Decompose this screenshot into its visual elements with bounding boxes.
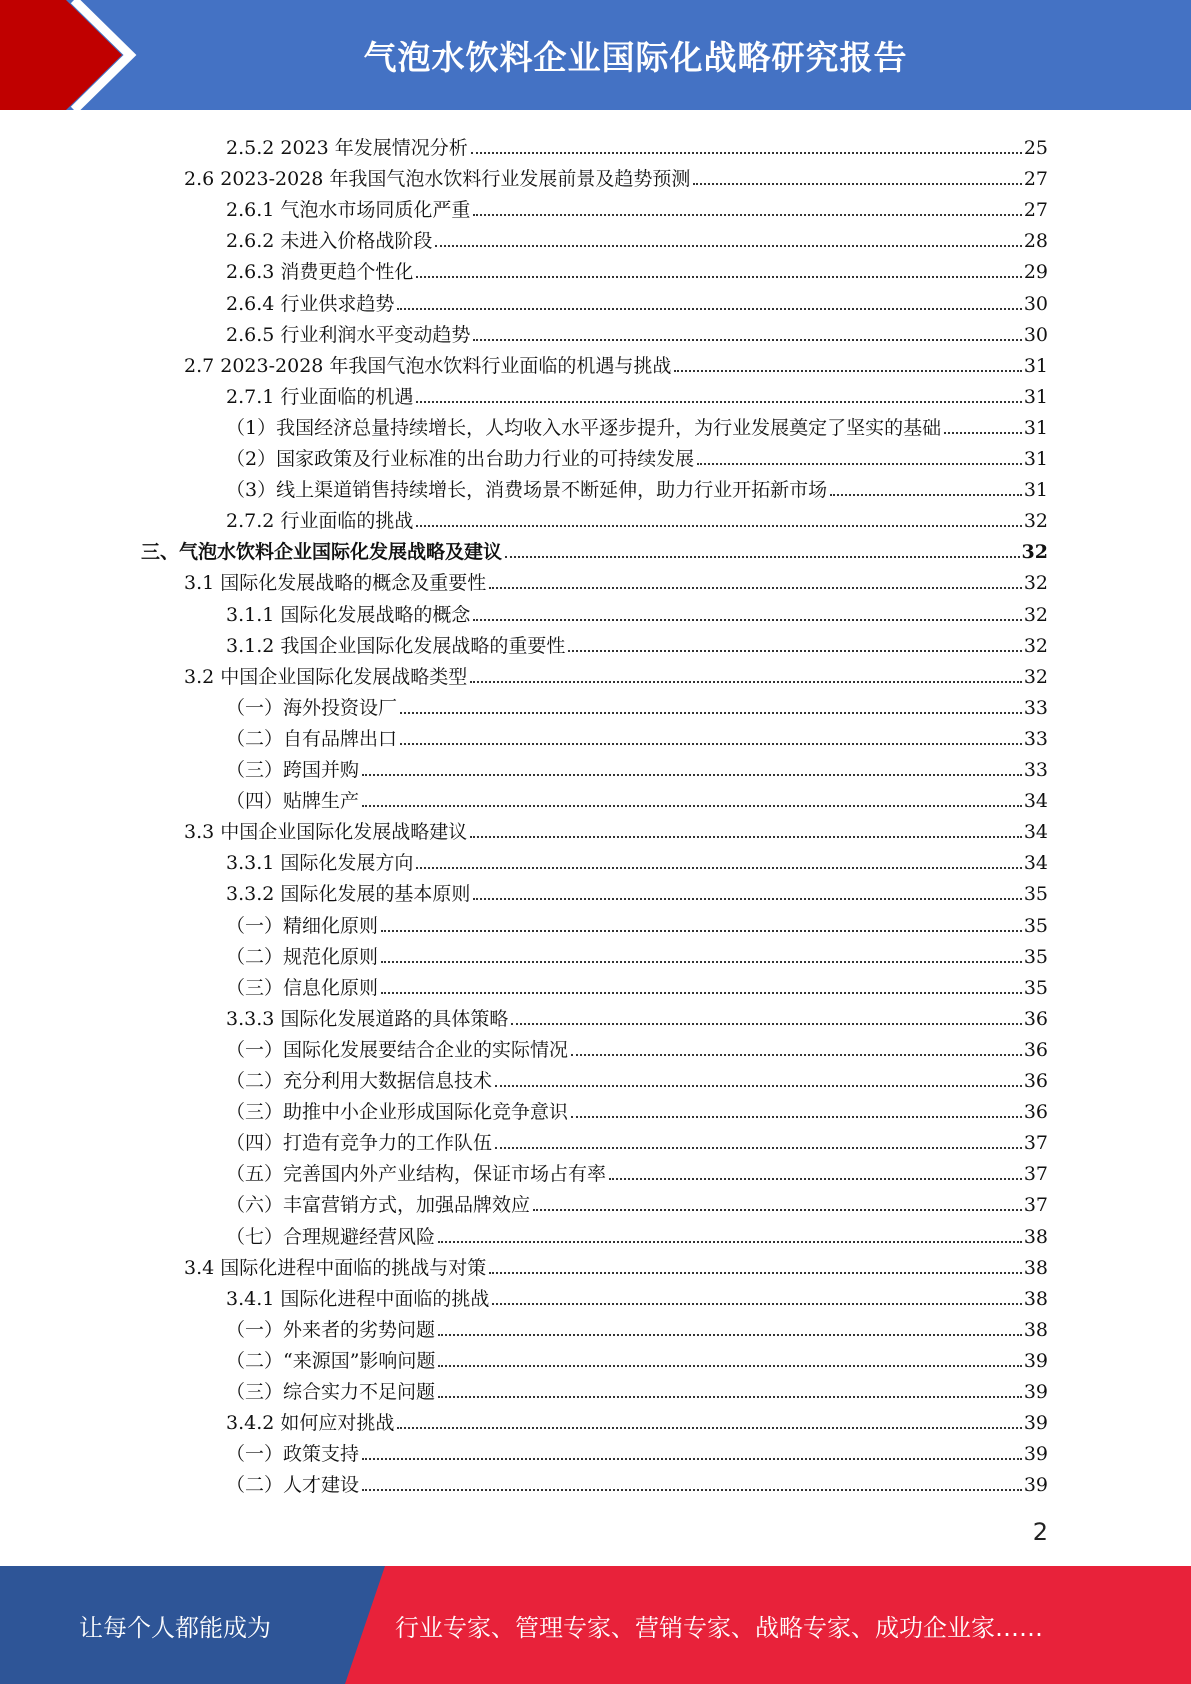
toc-dot-leader [533,1189,1022,1211]
toc-entry[interactable] [226,719,1048,750]
toc-entry-title: 3.4.1 国际化进程中面临的挑战 [226,1287,490,1310]
toc-dot-leader [489,1252,1022,1274]
toc-entry-title: （2）国家政策及行业标准的出台助力行业的可持续发展 [226,448,695,470]
toc-dot-leader [397,288,1021,310]
toc-dot-leader [381,910,1022,932]
toc-entry[interactable] [226,1185,1048,1216]
page-footer [0,1566,1191,1684]
toc-entry-page: 34 [1023,821,1048,844]
footer-slogan-left: 让每个人都能成为 [79,1613,271,1642]
toc-entry[interactable] [226,1092,1048,1123]
toc-entry-page: 32 [1021,541,1048,564]
toc-entry[interactable] [141,532,1048,563]
toc-entry-page: 32 [1023,665,1048,688]
toc-entry-page: 33 [1023,759,1048,781]
toc-entry-title: （3）线上渠道销售持续增长，消费场景不断延伸，助力行业开拓新市场 [226,479,828,502]
toc-entry-page: 34 [1023,790,1048,813]
toc-entry-title: （四）贴牌生产 [226,790,360,813]
toc-entry[interactable] [226,1434,1048,1465]
toc-entry-page: 39 [1023,1349,1048,1372]
toc-entry-title: （二）充分利用大数据信息技术 [226,1070,493,1092]
toc-entry[interactable] [226,1403,1048,1434]
toc-entry[interactable] [226,221,1048,252]
toc-entry-title: 2.6.3 消费更趋个性化 [226,261,414,284]
toc-dot-leader [697,443,1022,465]
toc-entry-title: （三）综合实力不足问题 [226,1381,436,1403]
toc-dot-leader [400,723,1022,745]
toc-entry-title: （五）完善国内外产业结构，保证市场占有率 [226,1163,607,1186]
toc-entry-title: 三、气泡水饮料企业国际化发展战略及建议 [141,541,503,564]
toc-entry-page: 36 [1023,1007,1048,1030]
toc-entry-page: 38 [1023,1318,1048,1341]
toc-entry[interactable] [184,563,1048,594]
toc-entry-title: （三）助推中小企业形成国际化竞争意识 [226,1101,569,1124]
toc-entry[interactable] [226,595,1048,626]
toc-entry-page: 28 [1023,230,1048,253]
toc-entry[interactable] [226,843,1048,874]
toc-entry[interactable] [226,1465,1048,1496]
toc-entry-page: 37 [1023,1163,1048,1186]
toc-dot-leader [416,847,1021,869]
toc-entry[interactable] [226,1310,1048,1341]
toc-dot-leader [362,785,1022,807]
toc-entry[interactable] [226,626,1048,657]
toc-entry-page: 36 [1023,1070,1048,1092]
toc-entry-title: （一）国际化发展要结合企业的实际情况 [226,1038,569,1061]
toc-entry-title: 2.7 2023-2028 年我国气泡水饮料行业面临的机遇与挑战 [184,354,672,377]
toc-entry[interactable] [184,812,1048,843]
toc-entry[interactable] [226,501,1048,532]
toc-dot-leader [416,381,1021,403]
toc-entry-page: 38 [1023,1256,1048,1279]
toc-entry-title: （二）人才建设 [226,1474,360,1497]
toc-entry-page: 29 [1023,261,1048,284]
toc-dot-leader [473,194,1021,216]
report-title: 气泡水饮料企业国际化战略研究报告 [363,37,908,77]
footer-slogan-right: 行业专家、管理专家、营销专家、战略专家、成功企业家…… [395,1613,1043,1642]
toc-dot-leader [495,1065,1022,1087]
toc-entry-page: 27 [1023,199,1048,222]
toc-dot-leader [674,350,1021,372]
toc-entry-title: 3.2 中国企业国际化发展战略类型 [184,665,468,688]
toc-entry-page: 39 [1023,1381,1048,1403]
toc-entry-title: 3.3.3 国际化发展道路的具体策略 [226,1007,509,1030]
toc-entry-title: 2.6.4 行业供求趋势 [226,292,395,315]
toc-entry-title: （1）我国经济总量持续增长，人均收入水平逐步提升，为行业发展奠定了坚实的基础 [226,416,942,439]
arrow-logo-icon [0,0,160,110]
toc-dot-leader [830,474,1022,496]
toc-entry-page: 37 [1023,1194,1048,1217]
toc-entry-title: 2.7.2 行业面临的挑战 [226,510,414,533]
toc-entry[interactable] [226,252,1048,283]
toc-entry[interactable] [184,159,1048,190]
toc-entry-title: （一）精细化原则 [226,914,379,937]
toc-entry-page: 31 [1023,479,1048,502]
toc-dot-leader [473,319,1021,341]
toc-entry[interactable] [226,688,1048,719]
toc-entry-title: （一）政策支持 [226,1443,360,1466]
toc-dot-leader [505,536,1020,558]
toc-entry-title: 3.3.2 国际化发展的基本原则 [226,883,471,906]
toc-entry[interactable] [226,1030,1048,1061]
toc-dot-leader [362,1438,1022,1460]
toc-entry-title: 2.5.2 2023 年发展情况分析 [226,137,468,159]
toc-dot-leader [495,1127,1022,1149]
toc-dot-leader [416,505,1021,527]
toc-dot-leader [609,1158,1022,1180]
toc-entry-page: 32 [1023,572,1048,595]
toc-dot-leader [571,1034,1022,1056]
toc-entry-title: 3.1 国际化发展战略的概念及重要性 [184,572,487,595]
toc-dot-leader [492,1283,1021,1305]
toc-entry-title: （七）合理规避经营风险 [226,1225,436,1248]
toc-dot-leader [362,754,1022,776]
toc-entry-page: 30 [1023,292,1048,315]
toc-entry-title: 2.6 2023-2028 年我国气泡水饮料行业发展前景及趋势预测 [184,168,691,191]
toc-entry[interactable] [226,781,1048,812]
toc-entry[interactable] [226,470,1048,501]
toc-entry-page: 32 [1023,603,1048,626]
toc-entry[interactable] [226,1341,1048,1372]
toc-entry-page: 39 [1023,1443,1048,1466]
toc-entry-page: 39 [1023,1412,1048,1435]
toc-entry[interactable] [226,284,1048,315]
toc-entry[interactable] [184,657,1048,688]
toc-dot-leader [381,941,1022,963]
toc-entry-title: （一）外来者的劣势问题 [226,1318,436,1341]
toc-entry-title: （二）自有品牌出口 [226,727,398,750]
toc-entry-title: （六）丰富营销方式，加强品牌效应 [226,1194,531,1217]
toc-entry-page: 35 [1023,945,1048,968]
toc-dot-leader [438,1345,1021,1367]
toc-entry[interactable] [226,1123,1048,1154]
toc-entry-page: 31 [1023,354,1048,377]
toc-entry-page: 27 [1023,168,1048,191]
toc-entry-page: 34 [1023,852,1048,875]
toc-entry[interactable] [184,1248,1048,1279]
toc-entry[interactable] [226,1372,1048,1403]
toc-entry-page: 37 [1023,1132,1048,1155]
toc-dot-leader [473,878,1021,900]
toc-entry[interactable] [226,1061,1048,1092]
toc-entry[interactable] [226,439,1048,470]
toc-entry-page: 31 [1023,416,1048,439]
toc-entry-title: （三）信息化原则 [226,976,379,999]
toc-entry-title: 2.6.2 未进入价格战阶段 [226,230,433,253]
toc-entry[interactable] [226,999,1048,1030]
toc-dot-leader [568,630,1021,652]
toc-entry-page: 36 [1023,1101,1048,1124]
toc-entry-page: 38 [1023,1287,1048,1310]
toc-entry[interactable] [226,1154,1048,1185]
toc-entry[interactable] [226,1279,1048,1310]
toc-entry[interactable] [226,906,1048,937]
page-header [0,0,1191,110]
toc-entry[interactable] [226,408,1048,439]
toc-dot-leader [416,256,1021,278]
toc-entry-page: 31 [1023,385,1048,408]
toc-entry[interactable] [226,750,1048,781]
toc-entry-title: 2.6.5 行业利润水平变动趋势 [226,323,471,346]
toc-entry[interactable] [226,190,1048,221]
toc-entry[interactable] [184,346,1048,377]
toc-dot-leader [438,1314,1022,1336]
toc-entry-title: 2.7.1 行业面临的机遇 [226,385,414,408]
toc-dot-leader [470,816,1022,838]
toc-entry-title: （三）跨国并购 [226,759,360,781]
toc-entry-title: 3.1.2 我国企业国际化发展战略的重要性 [226,634,566,657]
toc-entry-page: 36 [1023,1038,1048,1061]
toc-entry-page: 32 [1023,634,1048,657]
toc-entry-page: 25 [1023,137,1048,159]
toc-entry[interactable] [226,874,1048,905]
toc-dot-leader [381,972,1022,994]
toc-dot-leader [489,567,1022,589]
toc-entry-page: 35 [1023,883,1048,906]
toc-dot-leader [473,599,1021,621]
toc-entry-page: 35 [1023,914,1048,937]
toc-dot-leader [571,1096,1022,1118]
toc-entry-title: 3.4 国际化进程中面临的挑战与对策 [184,1256,487,1279]
toc-entry-title: （二）规范化原则 [226,945,379,968]
toc-entry-page: 30 [1023,323,1048,346]
toc-dot-leader [400,692,1022,714]
toc-entry-page: 31 [1023,448,1048,470]
toc-entry[interactable] [226,937,1048,968]
toc-dot-leader [693,163,1021,185]
toc-dot-leader [362,1469,1022,1491]
toc-entry-page: 38 [1023,1225,1048,1248]
toc-entry-title: 3.3 中国企业国际化发展战略建议 [184,821,468,844]
toc-entry[interactable] [226,128,1048,159]
toc-entry-page: 32 [1023,510,1048,533]
toc-entry-title: 2.6.1 气泡水市场同质化严重 [226,199,471,222]
toc-dot-leader [435,225,1021,247]
toc-entry-page: 33 [1023,696,1048,719]
toc-entry-title: （四）打造有竞争力的工作队伍 [226,1132,493,1155]
page-number: 2 [1032,1518,1048,1546]
toc-entry[interactable] [226,1217,1048,1248]
toc-entry-title: 3.4.2 如何应对挑战 [226,1412,395,1435]
toc-entry-page: 39 [1023,1474,1048,1497]
toc-entry-page: 33 [1023,727,1048,750]
toc-entry-title: （二）“来源国”影响问题 [226,1349,436,1372]
toc-entry[interactable] [226,377,1048,408]
toc-dot-leader [438,1221,1022,1243]
toc-entry[interactable] [226,968,1048,999]
toc-entry-title: 3.1.1 国际化发展战略的概念 [226,603,471,626]
toc-dot-leader [471,132,1022,154]
toc-dot-leader [397,1407,1021,1429]
toc-entry-page: 35 [1023,976,1048,999]
toc-dot-leader [470,661,1022,683]
toc-entry-title: （一）海外投资设厂 [226,696,398,719]
toc-entry[interactable] [226,315,1048,346]
toc-dot-leader [511,1003,1021,1025]
toc-dot-leader [438,1376,1022,1398]
toc-dot-leader [944,412,1022,434]
toc-entry-title: 3.3.1 国际化发展方向 [226,852,414,875]
